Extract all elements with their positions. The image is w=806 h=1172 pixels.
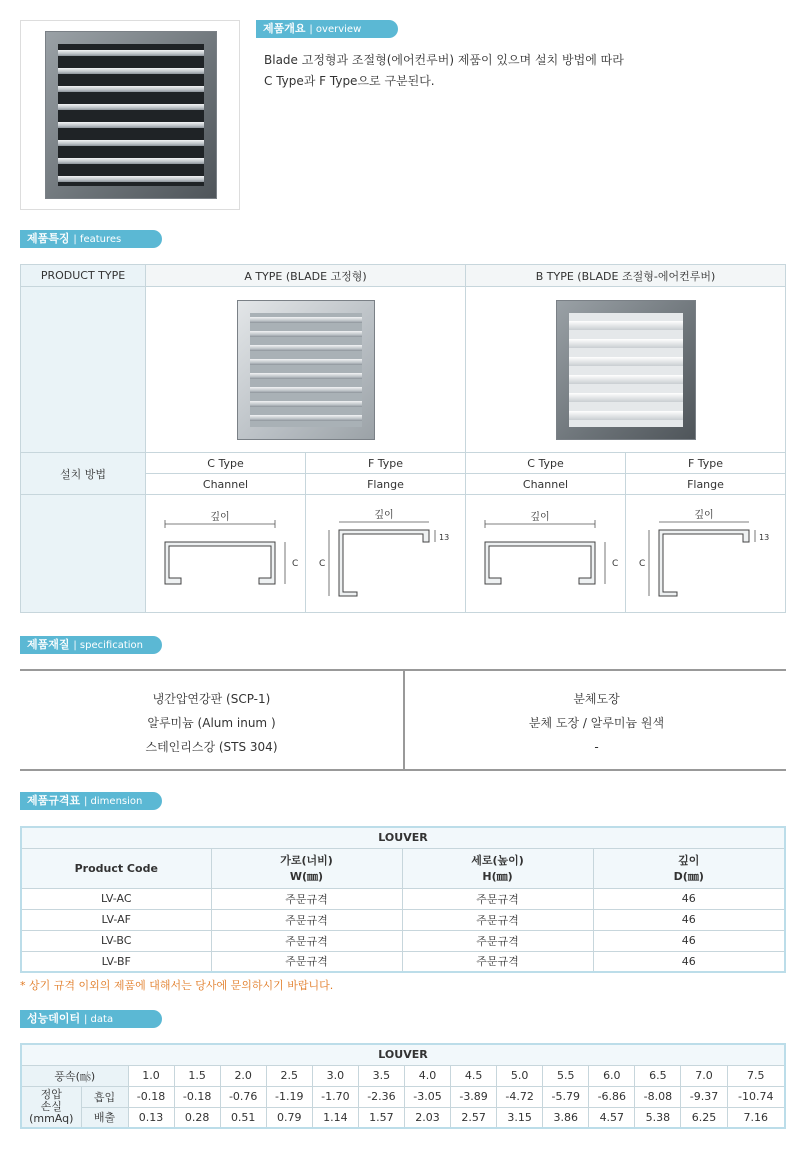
wind-speed-cell: 4.0	[404, 1065, 450, 1086]
flange-profile-diagram	[311, 502, 461, 602]
type-a-image-cell	[146, 287, 466, 453]
image-row-label	[21, 287, 146, 453]
material-item: 스테인리스강 (STS 304)	[145, 740, 278, 754]
section-title-ko: 제품특징	[27, 232, 70, 245]
exhaust-cell: 0.79	[266, 1107, 312, 1128]
table-row	[21, 909, 785, 930]
table-row	[21, 1065, 785, 1086]
finish-column	[405, 671, 788, 769]
cell-width: 주문규격	[211, 909, 402, 930]
intake-cell: -10.74	[727, 1086, 785, 1107]
exhaust-cell: 6.25	[681, 1107, 727, 1128]
cell-code: LV-BC	[21, 930, 211, 951]
group-label-line: 손실	[40, 1099, 62, 1113]
product-photo-frame	[20, 20, 240, 210]
depth-label: 깊이	[209, 512, 230, 523]
exhaust-cell: 2.57	[451, 1107, 497, 1128]
section-title-ko: 성능데이터	[27, 1012, 81, 1025]
b-channel: Channel	[466, 474, 626, 495]
intake-cell: -3.05	[404, 1086, 450, 1107]
table-row	[21, 1107, 785, 1128]
performance-table	[20, 1043, 786, 1129]
intake-cell: -6.86	[589, 1086, 635, 1107]
table-row	[21, 930, 785, 951]
intake-cell: -0.18	[174, 1086, 220, 1107]
wind-speed-cell: 3.5	[358, 1065, 404, 1086]
type-b-image-cell	[466, 287, 786, 453]
intake-cell: -0.18	[128, 1086, 174, 1107]
table-row	[21, 888, 785, 909]
flange-diagram-b	[626, 495, 786, 613]
dimension-note: * 상기 규격 이외의 제품에 대해서는 당사에 문의하시기 바랍니다.	[20, 979, 334, 992]
intake-cell: -9.37	[681, 1086, 727, 1107]
intake-cell: -8.08	[635, 1086, 681, 1107]
type-b-header: B TYPE (BLADE 조절형-에어컨루버)	[466, 265, 786, 287]
intake-cell: -1.19	[266, 1086, 312, 1107]
depth-label: 깊이	[693, 510, 714, 521]
specification-table	[20, 669, 786, 771]
overview-line-1: Blade 고정형과 조절형(에어컨루버) 제품이 있으며 설치 방법에 따라	[264, 53, 624, 67]
wind-speed-cell: 5.5	[543, 1065, 589, 1086]
exhaust-cell: 3.15	[497, 1107, 543, 1128]
exhaust-cell: 1.14	[312, 1107, 358, 1128]
intake-cell: -5.79	[543, 1086, 589, 1107]
a-channel: Channel	[146, 474, 306, 495]
header-height-label: 세로(높이)	[471, 854, 524, 867]
header-depth-unit: D(㎜)	[673, 870, 704, 883]
section-title-ko: 제품재질	[27, 638, 70, 651]
exhaust-cell: 4.57	[589, 1107, 635, 1128]
a-c-type: C Type	[146, 453, 306, 474]
group-label-line: (mmAq)	[29, 1111, 74, 1125]
finish-item: -	[594, 740, 599, 754]
table-row	[21, 951, 785, 972]
wind-speed-cell: 7.5	[727, 1065, 785, 1086]
cell-height: 주문규격	[402, 951, 593, 972]
header-depth	[593, 848, 785, 888]
material-item: 알루미늄 (Alum inum )	[147, 716, 276, 730]
overview-text	[264, 50, 624, 92]
header-depth-label: 깊이	[678, 854, 700, 867]
b-c-type: C Type	[466, 453, 626, 474]
section-title-en: overview	[315, 24, 362, 35]
exhaust-cell: 0.13	[128, 1107, 174, 1128]
static-pressure-loss-label	[21, 1086, 81, 1128]
header-height-unit: H(㎜)	[482, 870, 513, 883]
header-height	[402, 848, 593, 888]
channel-diagram-b	[466, 495, 626, 613]
a-flange: Flange	[306, 474, 466, 495]
wind-speed-cell: 5.0	[497, 1065, 543, 1086]
wind-speed-cell: 7.0	[681, 1065, 727, 1086]
wind-speed-cell: 6.5	[635, 1065, 681, 1086]
b-flange: Flange	[626, 474, 786, 495]
header-product-code: Product Code	[21, 848, 211, 888]
type-b-louver-image	[556, 300, 696, 440]
table-row	[21, 1086, 785, 1107]
c-dim-label: C	[611, 559, 618, 569]
c-dim-label: C	[638, 559, 645, 569]
c-dim-label: C	[291, 559, 298, 569]
section-header-dimension: 제품규격표 | dimension	[20, 792, 162, 810]
a-f-type: F Type	[306, 453, 466, 474]
depth-label: 깊이	[373, 510, 394, 521]
flange-diagram-a	[306, 495, 466, 613]
dimension-table-title: LOUVER	[21, 827, 785, 848]
section-title-en: data	[90, 1014, 114, 1025]
section-header-specification: 제품재질 | specification	[20, 636, 162, 654]
wind-speed-cell: 2.5	[266, 1065, 312, 1086]
cell-width: 주문규격	[211, 930, 402, 951]
exhaust-cell: 0.51	[220, 1107, 266, 1128]
channel-profile-diagram	[471, 502, 621, 602]
header-width	[211, 848, 402, 888]
flange-dim-label: 13	[758, 533, 769, 542]
louver-product-photo	[45, 31, 217, 199]
intake-cell: -1.70	[312, 1086, 358, 1107]
wind-speed-cell: 1.0	[128, 1065, 174, 1086]
diagram-row-label	[21, 495, 146, 613]
material-item: 냉간압연강판 (SCP-1)	[152, 692, 271, 706]
cell-width: 주문규격	[211, 951, 402, 972]
channel-diagram-a	[146, 495, 306, 613]
section-title-en: features	[79, 234, 122, 245]
exhaust-label: 배출	[81, 1107, 128, 1128]
exhaust-cell: 5.38	[635, 1107, 681, 1128]
performance-table-title: LOUVER	[21, 1044, 785, 1065]
wind-speed-cell: 1.5	[174, 1065, 220, 1086]
dimension-table	[20, 826, 786, 973]
cell-code: LV-AF	[21, 909, 211, 930]
intake-label: 흡입	[81, 1086, 128, 1107]
section-title-en: specification	[79, 640, 143, 651]
cell-depth: 46	[593, 930, 785, 951]
cell-height: 주문규격	[402, 888, 593, 909]
cell-width: 주문규격	[211, 888, 402, 909]
intake-cell: -4.72	[497, 1086, 543, 1107]
wind-speed-cell: 2.0	[220, 1065, 266, 1086]
cell-height: 주문규격	[402, 930, 593, 951]
product-type-label: PRODUCT TYPE	[21, 265, 146, 287]
exhaust-cell: 3.86	[543, 1107, 589, 1128]
finish-item: 분체도장	[573, 692, 620, 706]
features-table	[20, 264, 786, 613]
section-header-features: 제품특징 | features	[20, 230, 162, 248]
type-a-louver-image	[237, 300, 375, 440]
section-title-ko: 제품규격표	[27, 794, 81, 807]
wind-speed-cell: 3.0	[312, 1065, 358, 1086]
c-dim-label: C	[318, 559, 325, 569]
material-column	[20, 671, 403, 769]
header-width-label: 가로(너비)	[280, 854, 333, 867]
flange-dim-label: 13	[438, 533, 449, 542]
section-title-ko: 제품개요	[263, 22, 306, 35]
exhaust-cell: 1.57	[358, 1107, 404, 1128]
flange-profile-diagram	[631, 502, 781, 602]
depth-label: 깊이	[529, 512, 550, 523]
wind-speed-cell: 4.5	[451, 1065, 497, 1086]
channel-profile-diagram	[151, 502, 301, 602]
section-header-data: 성능데이터 | data	[20, 1010, 162, 1028]
exhaust-cell: 2.03	[404, 1107, 450, 1128]
section-header-overview: 제품개요 | overview	[256, 20, 398, 38]
b-f-type: F Type	[626, 453, 786, 474]
cell-depth: 46	[593, 951, 785, 972]
wind-speed-label: 풍속(㎧)	[21, 1065, 128, 1086]
type-a-header: A TYPE (BLADE 고정형)	[146, 265, 466, 287]
finish-item: 분체 도장 / 알루미늄 원색	[528, 716, 665, 730]
exhaust-cell: 7.16	[727, 1107, 785, 1128]
overview-line-2: C Type과 F Type으로 구분된다.	[264, 74, 435, 88]
intake-cell: -3.89	[451, 1086, 497, 1107]
section-title-en: dimension	[90, 796, 143, 807]
cell-depth: 46	[593, 909, 785, 930]
exhaust-cell: 0.28	[174, 1107, 220, 1128]
wind-speed-cell: 6.0	[589, 1065, 635, 1086]
cell-code: LV-BF	[21, 951, 211, 972]
cell-depth: 46	[593, 888, 785, 909]
intake-cell: -0.76	[220, 1086, 266, 1107]
intake-cell: -2.36	[358, 1086, 404, 1107]
header-width-unit: W(㎜)	[289, 870, 324, 883]
group-label-line: 정압	[40, 1087, 62, 1101]
install-method-label: 설치 방법	[21, 453, 146, 495]
cell-height: 주문규격	[402, 909, 593, 930]
cell-code: LV-AC	[21, 888, 211, 909]
